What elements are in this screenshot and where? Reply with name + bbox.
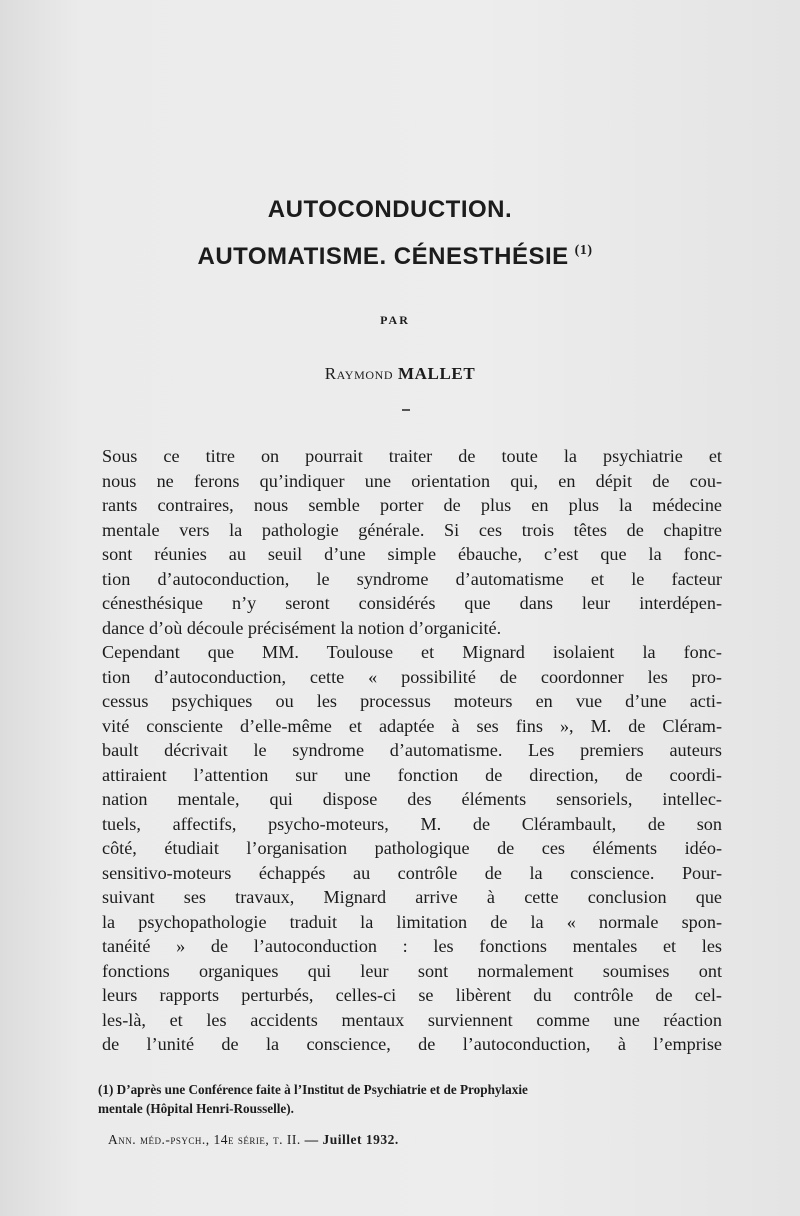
title-footnote-ref: (1) (574, 243, 593, 258)
footer-series: 14e série, t. II. (213, 1132, 301, 1147)
paragraph-2-line: sensitivo-moteurs échappés au contrôle de la conscience. Pour- (102, 862, 722, 883)
title-line-2 (0, 243, 790, 271)
paragraph-1-line: dance d’où découle précisément la notion d’organicité. (102, 617, 502, 638)
paragraph-1-line: cénesthésique n’y seront considérés que dans leur interdépen- (102, 593, 722, 613)
paragraph-2-line: vité consciente d’elle-même et adaptée à ses fins », M. de Cléram- (102, 715, 722, 736)
paragraph-1 (102, 444, 722, 640)
paragraph-1-line: mentale vers la pathologie générale. Si ces trois têtes de chapitre (102, 519, 722, 540)
separator-dash (402, 409, 410, 411)
paragraph-2-line: les-là, et les accidents mentaux surviennent comme une réaction (102, 1009, 722, 1030)
paragraph-2-line: de l’unité de la conscience, de l’autoconduction, à l’emprise (102, 1034, 722, 1054)
paragraph-1-line: nous ne ferons qu’indiquer une orientation qui, en dépit de cou- (102, 470, 722, 491)
author-first-name: Raymond (324, 364, 394, 383)
paragraph-2-line: Cependant que MM. Toulouse et Mignard isolaient la fonc- (102, 642, 722, 662)
footnote-line-2: mentale (Hôpital Henri-Rousselle). (98, 1101, 294, 1116)
paragraph-2-line: bault décrivait le syndrome d’automatisme. Les premiers auteurs (102, 740, 722, 760)
paragraph-2-line: attiraient l’attention sur une fonction de direction, de coordi- (102, 764, 722, 785)
paragraph-2-line: la psychopathologie traduit la limitation de la « normale spon- (102, 911, 722, 932)
paragraph-2-line: côté, étudiait l’organisation pathologique de ces éléments idéo- (102, 838, 722, 858)
paragraph-2-line: nation mentale, qui dispose des éléments sensoriels, intellec- (102, 789, 722, 809)
paragraph-2-line: cessus psychiques ou les processus moteurs en vue d’une acti- (102, 691, 722, 711)
author (0, 364, 800, 384)
author-last-name: MALLET (398, 364, 476, 383)
title-line-2-text: AUTOMATISME. CÉNESTHÉSIE (197, 243, 569, 270)
footnote (98, 1080, 728, 1118)
paragraph-2 (102, 640, 722, 1057)
paragraph-1-line: rants contraires, nous semble porter de plus en plus la médecine (102, 495, 722, 515)
paragraph-2-line: fonctions organiques qui leur sont normalement soumises ont (102, 960, 722, 981)
paragraph-2-line: leurs rapports perturbés, celles-ci se libèrent du contrôle de cel- (102, 985, 722, 1005)
article-body (102, 444, 722, 1057)
journal-footer (108, 1132, 728, 1148)
byline: PAR (380, 313, 410, 327)
paragraph-1-line: sont réunies au seuil d’une simple ébauche, c’est que la fonc- (102, 544, 722, 564)
paragraph-2-line: suivant ses travaux, Mignard arrive à cette conclusion que (102, 887, 722, 907)
paragraph-1-line: tion d’autoconduction, le syndrome d’automatisme et le facteur (102, 568, 722, 589)
paragraph-2-line: tion d’autoconduction, cette « possibilité de coordonner les pro- (102, 666, 722, 687)
paragraph-2-line: tuels, affectifs, psycho-moteurs, M. de Clérambault, de son (102, 813, 722, 834)
footer-journal: Ann. méd.-psych., (108, 1132, 210, 1147)
paragraph-1-line: Sous ce titre on pourrait traiter de toute la psychiatrie et (102, 446, 722, 466)
title-line-1: AUTOCONDUCTION. (267, 196, 513, 223)
footer-date: — Juillet 1932. (304, 1132, 399, 1147)
paragraph-2-line: tanéité » de l’autoconduction : les fonctions mentales et les (102, 936, 722, 956)
footnote-line-1: (1) D’après une Conférence faite à l’Institut de Psychiatrie et de Prophylaxie (98, 1082, 528, 1097)
